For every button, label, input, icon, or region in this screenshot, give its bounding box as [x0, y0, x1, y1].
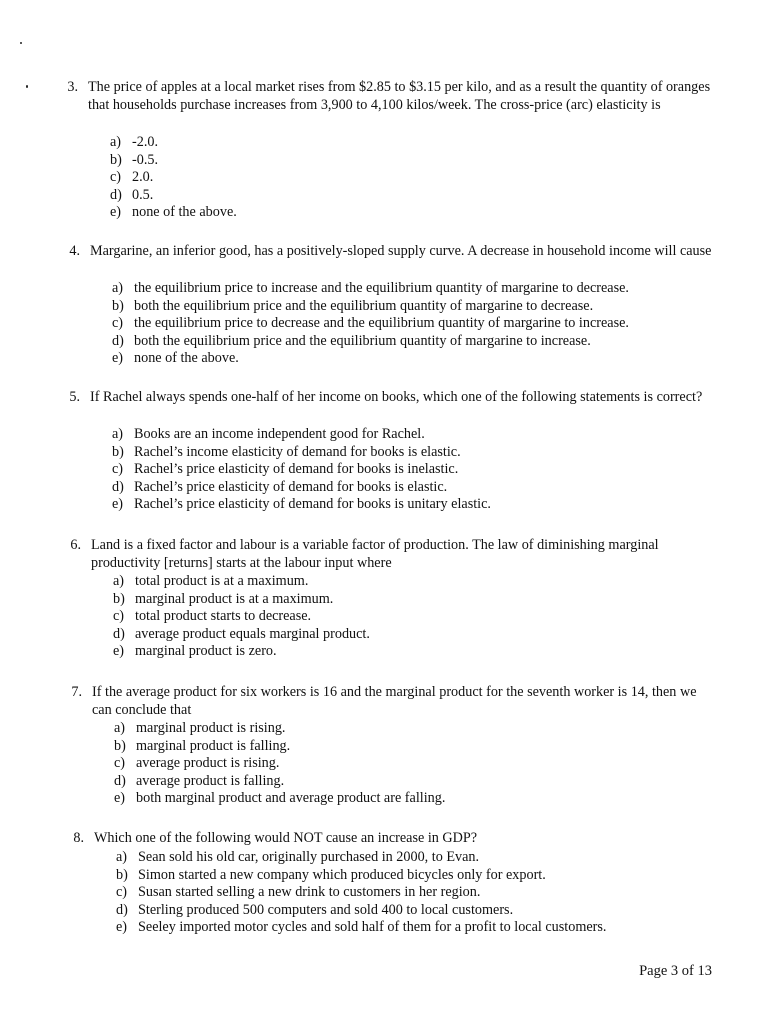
option-letter: b)	[110, 151, 122, 168]
answer-option	[110, 152, 237, 170]
answer-option	[110, 204, 237, 222]
answer-option	[112, 350, 629, 368]
option-text: the equilibrium price to decrease and the equilibrium quantity of margarine to increase.	[134, 315, 629, 332]
question-text: The price of apples at a local market rises from $2.85 to $3.15 per kilo, and as a result the quantity of oranges that households purchase increases from 3,900 to 4,100 kilos/week. The cross-price (arc) elasticity is	[88, 79, 711, 113]
answer-option	[116, 849, 606, 867]
option-letter: c)	[113, 608, 125, 625]
option-text: Rachel’s income elasticity of demand for books is elastic.	[134, 443, 461, 460]
option-text: Sean sold his old car, originally purchased in 2000, to Evan.	[138, 849, 480, 865]
answer-option	[116, 919, 606, 937]
option-letter: a)	[114, 720, 126, 736]
answer-options	[112, 426, 491, 514]
answer-option	[116, 867, 606, 885]
question-number: 7.	[71, 684, 82, 700]
option-text: 0.5.	[132, 186, 154, 203]
option-text: Sterling produced 500 computers and sold 400 to local customers.	[138, 901, 514, 918]
question-number: 8.	[73, 830, 84, 846]
page-number: Page 3 of 13	[639, 963, 712, 979]
option-letter: b)	[112, 443, 124, 460]
option-letter: d)	[116, 901, 128, 918]
option-letter: c)	[114, 755, 126, 772]
answer-option	[114, 790, 445, 808]
question-text: If Rachel always spends one-half of her income on books, which one of the following statements is correct?	[90, 389, 703, 405]
answer-option	[110, 169, 237, 187]
option-text: average product is falling.	[136, 772, 285, 789]
option-text: -2.0.	[132, 134, 159, 150]
option-text: Simon started a new company which produced bicycles only for export.	[138, 866, 546, 883]
option-text: Seeley imported motor cycles and sold half of them for a profit to local customers.	[138, 919, 607, 936]
option-letter: c)	[112, 461, 124, 478]
option-letter: d)	[113, 625, 125, 642]
answer-option	[113, 591, 370, 609]
option-text: marginal product is at a maximum.	[135, 590, 334, 607]
option-letter: e)	[112, 350, 124, 367]
option-text: both marginal product and average product are falling.	[136, 790, 446, 807]
option-text: total product is at a maximum.	[135, 573, 309, 589]
option-letter: c)	[110, 169, 122, 186]
question-number: 3.	[67, 79, 78, 95]
question-text: Land is a fixed factor and labour is a variable factor of production. The law of diminishing marginal productivity [returns] starts at the labour input where	[91, 537, 659, 571]
option-text: the equilibrium price to increase and the equilibrium quantity of margarine to decrease.	[134, 280, 629, 296]
answer-option	[113, 573, 370, 591]
answer-option	[112, 333, 629, 351]
answer-option	[116, 884, 606, 902]
answer-option	[114, 738, 445, 756]
option-text: both the equilibrium price and the equilibrium quantity of margarine to decrease.	[134, 297, 594, 314]
option-text: Rachel’s price elasticity of demand for books is elastic.	[134, 478, 448, 495]
answer-option	[114, 755, 445, 773]
answer-option	[112, 298, 629, 316]
answer-option	[110, 187, 237, 205]
answer-option	[112, 426, 491, 444]
answer-option	[114, 720, 445, 738]
option-text: Rachel’s price elasticity of demand for books is unitary elastic.	[134, 496, 491, 513]
option-text: average product is rising.	[136, 755, 280, 772]
answer-options	[113, 573, 370, 661]
option-text: -0.5.	[132, 151, 159, 168]
option-letter: d)	[112, 332, 124, 349]
option-letter: d)	[110, 186, 122, 203]
answer-option	[112, 280, 629, 298]
answer-option	[116, 902, 606, 920]
option-letter: c)	[112, 315, 124, 332]
option-text: none of the above.	[134, 350, 239, 367]
answer-option	[112, 496, 491, 514]
option-letter: b)	[113, 590, 125, 607]
option-text: marginal product is rising.	[136, 720, 286, 736]
option-text: both the equilibrium price and the equilibrium quantity of margarine to increase.	[134, 332, 591, 349]
option-text: marginal product is falling.	[136, 737, 291, 754]
option-text: 2.0.	[132, 169, 154, 186]
option-letter: d)	[114, 772, 126, 789]
question-number: 6.	[70, 537, 81, 553]
option-text: Susan started selling a new drink to customers in her region.	[138, 884, 481, 901]
option-text: Books are an income independent good for Rachel.	[134, 426, 425, 442]
option-letter: d)	[112, 478, 124, 495]
scan-speck-top	[20, 42, 22, 44]
question-number: 5.	[69, 389, 80, 405]
answer-option	[112, 479, 491, 497]
answer-option	[112, 461, 491, 479]
answer-option	[114, 773, 445, 791]
option-letter: a)	[112, 426, 124, 442]
option-letter: a)	[112, 280, 124, 296]
answer-options	[114, 720, 445, 808]
option-letter: a)	[110, 134, 122, 150]
answer-option	[112, 315, 629, 333]
option-letter: e)	[113, 643, 125, 660]
answer-option	[112, 444, 491, 462]
option-text: total product starts to decrease.	[135, 608, 312, 625]
option-letter: b)	[114, 737, 126, 754]
option-letter: a)	[113, 573, 125, 589]
option-letter: e)	[116, 919, 128, 936]
option-text: marginal product is zero.	[135, 643, 277, 660]
option-text: Rachel’s price elasticity of demand for books is inelastic.	[134, 461, 459, 478]
answer-option	[113, 608, 370, 626]
option-text: average product equals marginal product.	[135, 625, 370, 642]
question-text: Which one of the following would NOT cause an increase in GDP?	[94, 830, 478, 846]
answer-option	[110, 134, 237, 152]
answer-option	[113, 626, 370, 644]
option-letter: b)	[112, 297, 124, 314]
scan-speck-left	[26, 85, 28, 88]
answer-options	[116, 849, 606, 937]
question-text: If the average product for six workers is 16 and the marginal product for the seventh worker is 14, then we can conclude that	[92, 684, 697, 718]
option-letter: a)	[116, 849, 128, 865]
option-letter: b)	[116, 866, 128, 883]
answer-option	[113, 643, 370, 661]
answer-options	[112, 280, 629, 368]
option-letter: c)	[116, 884, 128, 901]
answer-options	[110, 134, 237, 222]
option-letter: e)	[114, 790, 126, 807]
option-text: none of the above.	[132, 204, 237, 221]
question-number: 4.	[69, 243, 80, 259]
option-letter: e)	[110, 204, 122, 221]
question-text: Margarine, an inferior good, has a positively-sloped supply curve. A decrease in household income will cause	[90, 243, 712, 259]
option-letter: e)	[112, 496, 124, 513]
